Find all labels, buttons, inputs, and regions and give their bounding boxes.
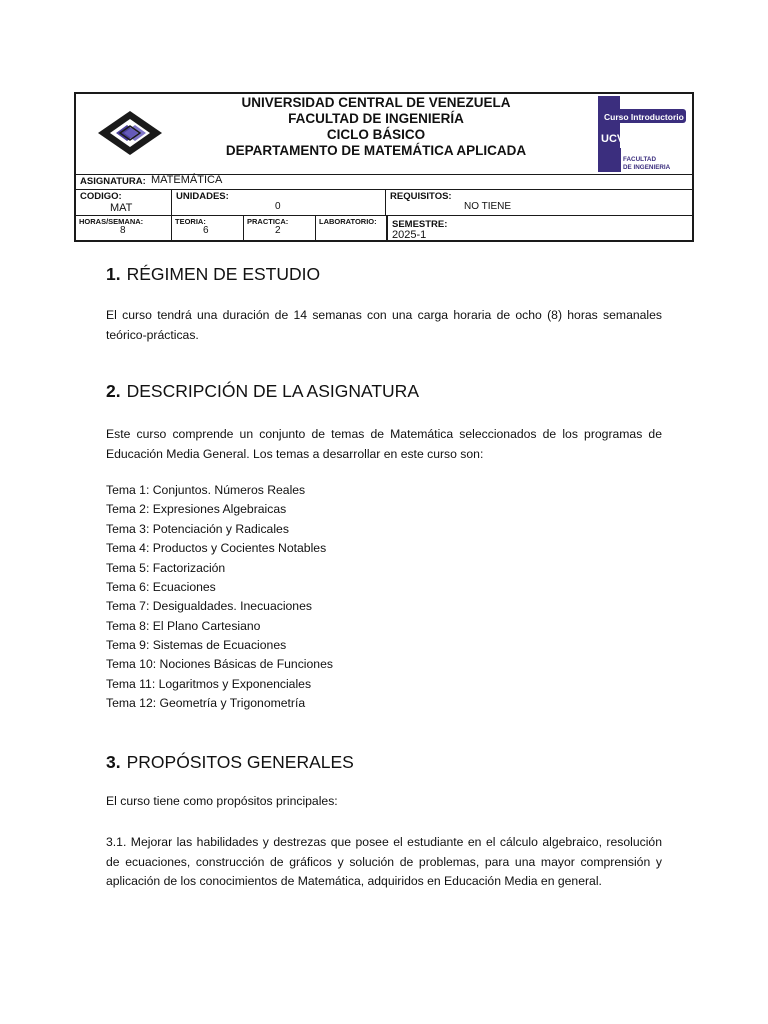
section-2-heading	[106, 381, 419, 402]
laboratorio-label: LABORATORIO:	[319, 217, 377, 226]
cell-unidades	[171, 190, 385, 215]
paragraph-line: El curso tendrá una duración de 14 semanas con una carga horaria de ocho (8) horas semanales	[106, 308, 662, 322]
requisitos-value: NO TIENE	[464, 201, 512, 212]
curso-introductorio-badge-icon	[598, 96, 686, 172]
teoria-value: 6	[203, 225, 209, 236]
cell-practica	[243, 216, 315, 242]
semestre-value: 2025-1	[392, 229, 427, 241]
paragraph-line: Educación Media General. Los temas a desarrollar en este curso son:	[106, 446, 484, 461]
section-1-title: RÉGIMEN DE ESTUDIO	[126, 264, 321, 284]
asignatura-label: ASIGNATURA:	[80, 176, 146, 187]
row-horas	[76, 215, 692, 242]
list-item: Tema 9: Sistemas de Ecuaciones	[106, 638, 287, 652]
unidades-label: UNIDADES:	[176, 191, 229, 202]
list-item: Tema 3: Potenciación y Radicales	[106, 522, 289, 536]
badge-title: Curso Introductorio	[604, 112, 684, 122]
cell-requisitos	[385, 190, 692, 215]
cell-asignatura	[76, 175, 692, 189]
section-3-number: 3.	[106, 752, 121, 772]
section-1-number: 1.	[106, 264, 121, 284]
list-item: Tema 8: El Plano Cartesiano	[106, 619, 261, 633]
badge-ucv: UCV	[601, 133, 625, 145]
section-2-number: 2.	[106, 381, 121, 401]
section-1-heading	[106, 264, 320, 285]
cell-teoria	[171, 216, 243, 242]
paragraph-line: de ecuaciones, construcción de gráficos y solución de problemas, para una mayor comprensión y	[106, 854, 662, 869]
horas-label: HORAS/SEMANA:	[79, 217, 144, 226]
department-name: DEPARTAMENTO DE MATEMÁTICA APLICADA	[225, 143, 527, 158]
section-1-paragraph	[106, 306, 662, 345]
cell-semestre	[386, 216, 692, 242]
course-header-table	[74, 92, 694, 242]
row-codigo	[76, 189, 692, 215]
codigo-label: CODIGO:	[80, 191, 122, 202]
list-item: Tema 11: Logaritmos y Exponenciales	[106, 677, 312, 691]
paragraph-line: 3.1. Mejorar las habilidades y destrezas que posee el estudiante en el cálculo algebraico, resolución	[106, 835, 662, 849]
asignatura-value: MATEMÁTICA	[151, 174, 223, 186]
list-item: Tema 6: Ecuaciones	[106, 580, 216, 594]
practica-label: PRACTICA:	[247, 217, 289, 226]
paragraph-line: teórico-prácticas.	[106, 327, 199, 342]
list-item: Tema 4: Productos y Cocientes Notables	[106, 541, 327, 555]
cycle-name: CICLO BÁSICO	[326, 127, 426, 142]
section-3-heading	[106, 752, 354, 773]
paragraph-line: Este curso comprende un conjunto de temas de Matemática seleccionados de los programas de	[106, 427, 662, 441]
list-item: Tema 10: Nociones Básicas de Funciones	[106, 657, 333, 671]
faculty-name: FACULTAD DE INGENIERÍA	[288, 111, 464, 126]
practica-value: 2	[275, 225, 281, 236]
institution-titles	[186, 95, 566, 159]
section-3-paragraph	[106, 833, 662, 892]
paragraph-line: aplicación de los conocimientos de Matemática, adquiridos en Educación Media en general.	[106, 874, 602, 888]
cell-laboratorio	[315, 216, 386, 242]
engineering-faculty-logo-icon	[94, 108, 166, 158]
list-item: Tema 5: Factorización	[106, 561, 226, 575]
list-item: Tema 7: Desigualdades. Inecuaciones	[106, 599, 312, 613]
section-3-title: PROPÓSITOS GENERALES	[126, 752, 354, 772]
cell-codigo	[76, 190, 171, 215]
list-item: Tema 2: Expresiones Algebraicas	[106, 502, 287, 516]
teoria-label: TEORIA:	[175, 217, 206, 226]
requisitos-label: REQUISITOS:	[390, 191, 452, 202]
list-item: Tema 12: Geometría y Trigonometría	[106, 696, 306, 710]
section-3-intro: El curso tiene como propósitos principales:	[106, 794, 338, 808]
header-top	[76, 94, 692, 174]
cell-horas	[76, 216, 171, 242]
codigo-value: MAT	[110, 202, 133, 214]
horas-value: 8	[120, 225, 126, 236]
badge-faculty-line2: DE INGENIERIA	[623, 164, 671, 171]
list-item: Tema 1: Conjuntos. Números Reales	[106, 483, 306, 497]
university-name: UNIVERSIDAD CENTRAL DE VENEZUELA	[241, 95, 511, 110]
semestre-label: SEMESTRE:	[392, 219, 448, 230]
section-2-paragraph	[106, 425, 662, 464]
unidades-value: 0	[275, 201, 281, 212]
section-2-title: DESCRIPCIÓN DE LA ASIGNATURA	[126, 381, 419, 401]
badge-faculty-line1: FACULTAD	[623, 156, 656, 163]
row-asignatura	[76, 174, 692, 189]
